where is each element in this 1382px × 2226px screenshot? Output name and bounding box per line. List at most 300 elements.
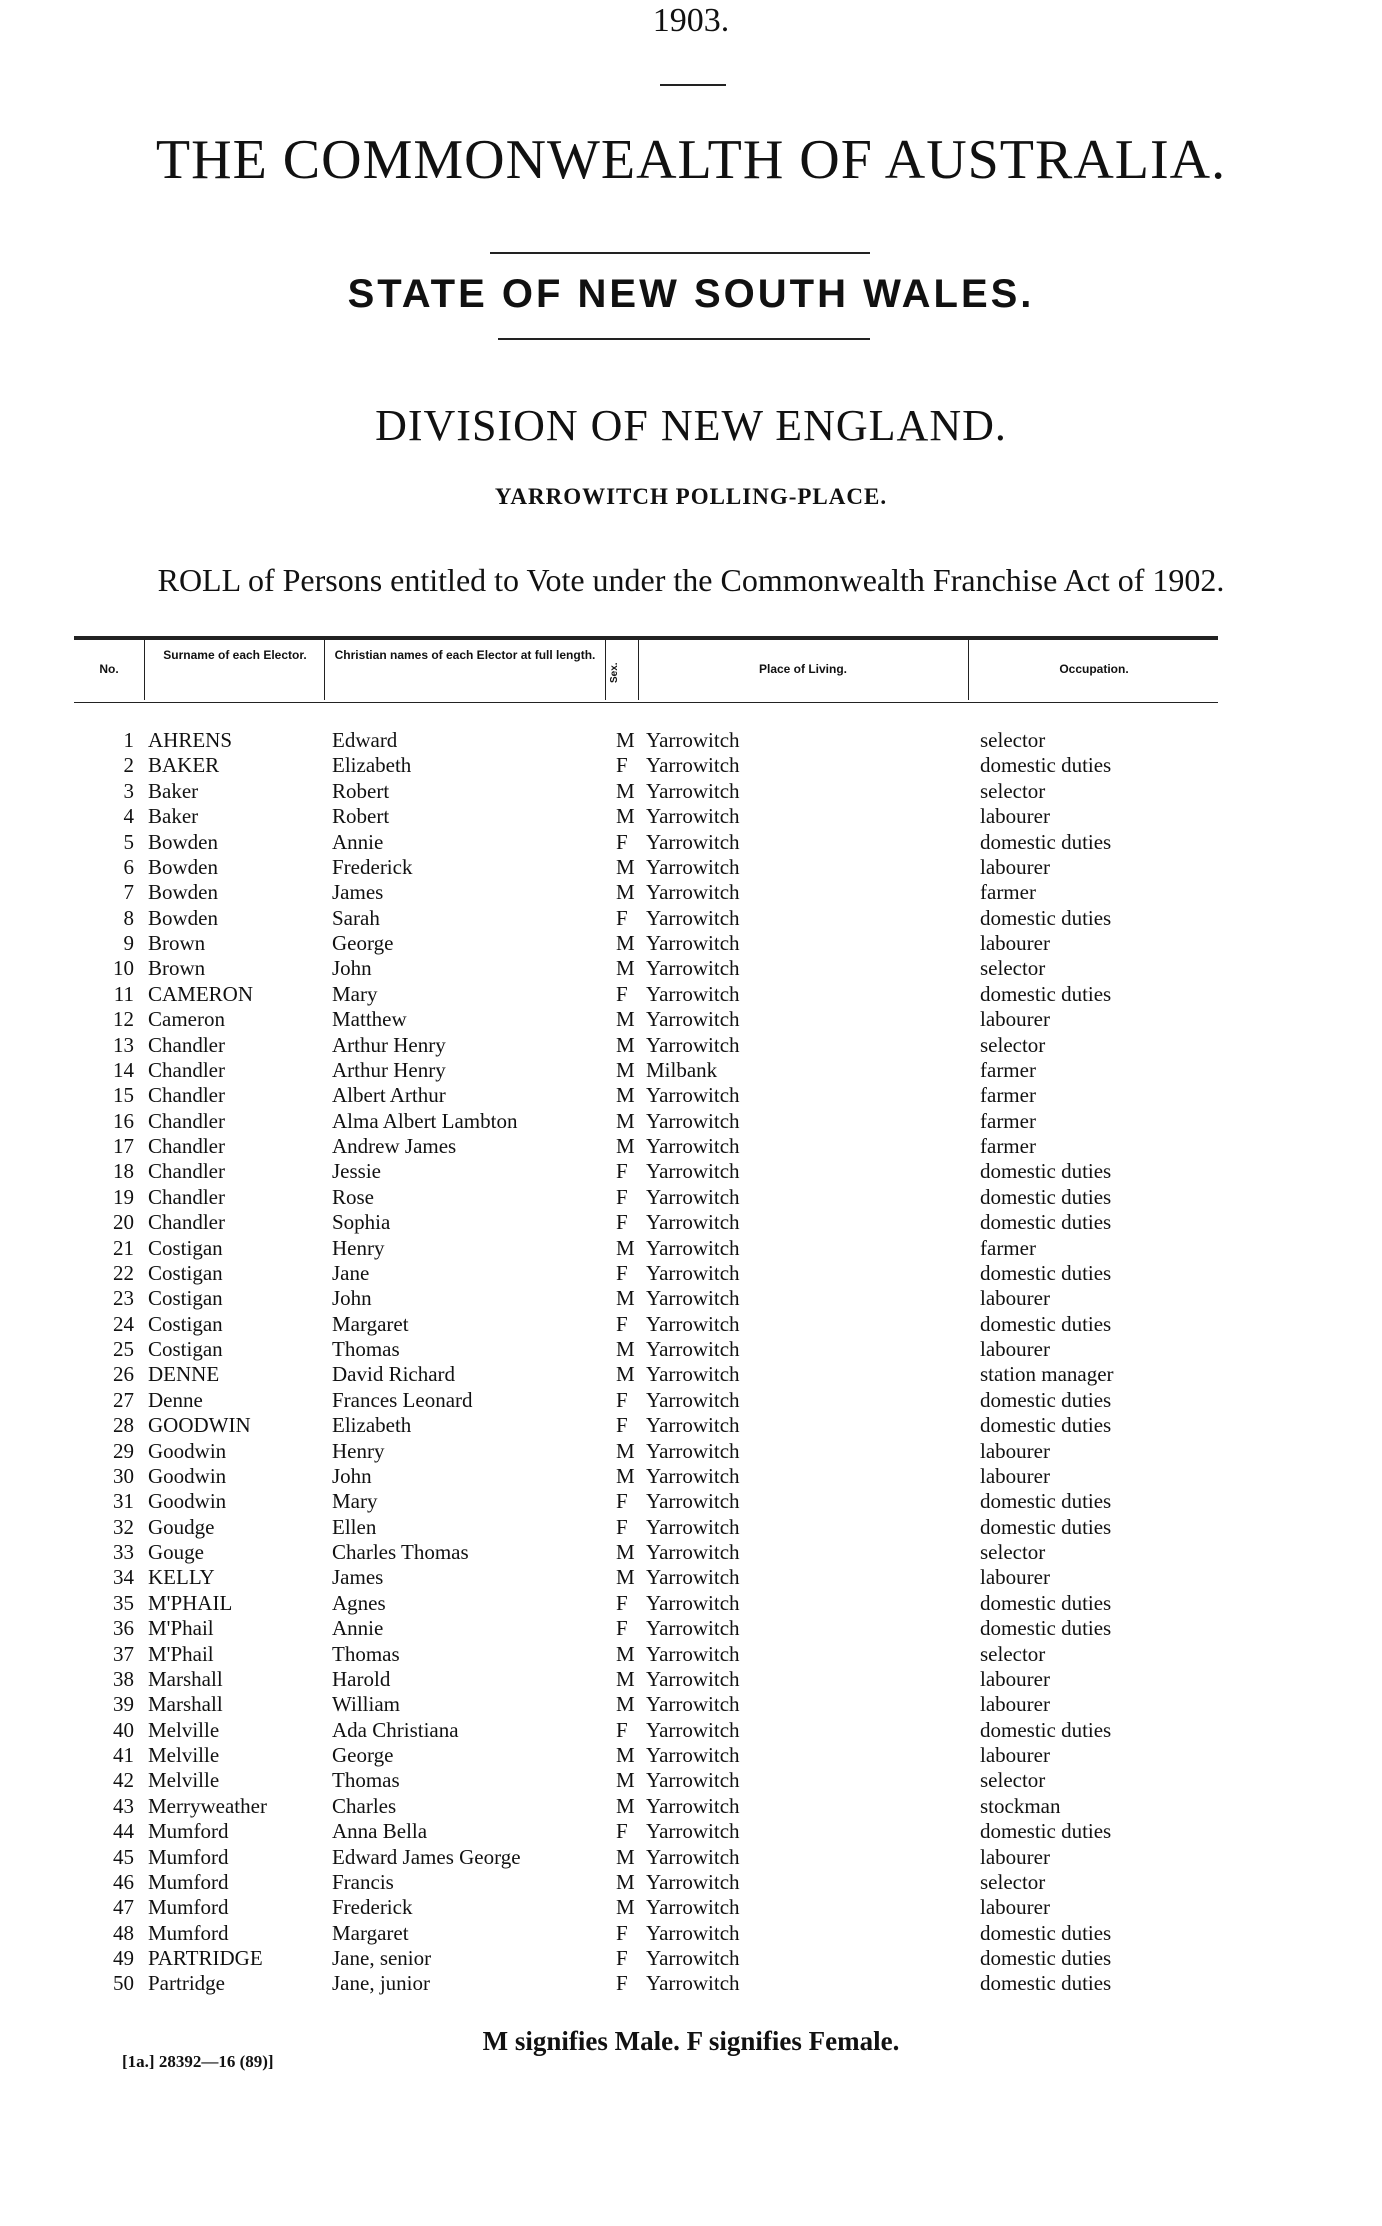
elector-occupation: selector xyxy=(980,956,1046,981)
elector-occupation: domestic duties xyxy=(980,1717,1112,1742)
elector-occupation: domestic duties xyxy=(980,1184,1112,1209)
elector-sex: F xyxy=(616,1311,628,1336)
column-divider xyxy=(324,640,325,700)
column-divider xyxy=(638,640,639,700)
elector-occupation: domestic duties xyxy=(980,1590,1112,1615)
elector-christian-names: Margaret xyxy=(332,1311,409,1336)
elector-place: Yarrowitch xyxy=(646,728,740,752)
elector-number: 15 xyxy=(113,1083,134,1108)
elector-christian-names: Elizabeth xyxy=(332,1413,412,1438)
elector-sex: M xyxy=(616,1235,635,1260)
elector-surname: Mumford xyxy=(148,1869,229,1894)
elector-christian-names: Sophia xyxy=(332,1210,391,1235)
elector-occupation: station manager xyxy=(980,1362,1114,1387)
elector-occupation: domestic duties xyxy=(980,1159,1112,1184)
elector-surname: Bowden xyxy=(148,905,218,930)
elector-surname: M'Phail xyxy=(148,1641,214,1666)
elector-number: 33 xyxy=(113,1540,134,1564)
elector-number: 26 xyxy=(113,1362,134,1387)
elector-surname: Chandler xyxy=(148,1159,225,1184)
table-row xyxy=(0,1439,1382,1464)
state-heading: STATE OF NEW SOUTH WALES. xyxy=(347,272,1035,316)
elector-occupation: labourer xyxy=(980,1844,1050,1869)
elector-christian-names: Elizabeth xyxy=(332,753,412,778)
elector-christian-names: Matthew xyxy=(332,1007,407,1032)
elector-occupation: domestic duties xyxy=(980,753,1112,778)
elector-sex: M xyxy=(616,1666,635,1691)
table-row xyxy=(0,1185,1382,1210)
elector-surname: Mumford xyxy=(148,1895,229,1920)
elector-christian-names: Henry xyxy=(332,1438,385,1463)
elector-surname: Bowden xyxy=(148,880,218,905)
division-heading: DIVISION OF NEW ENGLAND. xyxy=(375,401,1007,450)
elector-christian-names: Sarah xyxy=(332,905,380,930)
elector-occupation: domestic duties xyxy=(980,1971,1112,1996)
elector-surname: Brown xyxy=(148,956,206,981)
elector-number: 28 xyxy=(113,1413,134,1438)
elector-occupation: labourer xyxy=(980,1286,1050,1311)
elector-number: 11 xyxy=(113,981,134,1006)
elector-place: Yarrowitch xyxy=(646,1768,740,1793)
elector-sex: F xyxy=(616,753,628,778)
elector-occupation: domestic duties xyxy=(980,1387,1112,1412)
elector-sex: M xyxy=(616,1844,635,1869)
elector-occupation: selector xyxy=(980,778,1046,803)
elector-christian-names: William xyxy=(332,1692,400,1717)
elector-place: Milbank xyxy=(646,1057,718,1082)
column-divider xyxy=(968,640,969,700)
table-row xyxy=(0,1083,1382,1108)
elector-christian-names: Francis xyxy=(332,1869,394,1894)
elector-surname: Baker xyxy=(148,804,199,829)
elector-christian-names: John xyxy=(332,1463,372,1488)
elector-place: Yarrowitch xyxy=(646,1844,740,1869)
elector-sex: M xyxy=(616,1463,635,1488)
elector-number: 1 xyxy=(123,728,134,752)
elector-christian-names: Jessie xyxy=(332,1159,381,1184)
elector-christian-names: Margaret xyxy=(332,1920,409,1945)
elector-number: 25 xyxy=(113,1337,134,1361)
elector-place: Yarrowitch xyxy=(646,931,740,955)
elector-place: Yarrowitch xyxy=(646,1210,740,1235)
table-row xyxy=(0,753,1382,778)
elector-place: Yarrowitch xyxy=(646,1337,740,1361)
elector-place: Yarrowitch xyxy=(646,1007,740,1032)
elector-place: Yarrowitch xyxy=(646,804,740,829)
elector-christian-names: Albert Arthur xyxy=(332,1083,446,1108)
elector-sex: F xyxy=(616,1819,628,1844)
elector-surname: Chandler xyxy=(148,1210,225,1235)
elector-sex: M xyxy=(616,1286,635,1311)
table-row xyxy=(0,1033,1382,1058)
table-row xyxy=(0,1058,1382,1083)
elector-number: 8 xyxy=(123,905,134,930)
elector-surname: Merryweather xyxy=(148,1793,267,1818)
print-reference: [1a.] 28392—16 (89)] xyxy=(122,2052,274,2071)
column-header-no: No. xyxy=(99,662,119,676)
polling-place-heading: YARROWITCH POLLING-PLACE. xyxy=(494,484,888,509)
roll-title: ROLL of Persons entitled to Vote under the Commonwealth Franchise Act of 1902. xyxy=(157,562,1225,598)
table-row xyxy=(0,1159,1382,1184)
elector-christian-names: Arthur Henry xyxy=(332,1057,446,1082)
elector-place: Yarrowitch xyxy=(646,778,740,803)
elector-christian-names: Ada Christiana xyxy=(332,1717,459,1742)
elector-sex: M xyxy=(616,1743,635,1767)
elector-place: Yarrowitch xyxy=(646,1692,740,1717)
elector-number: 35 xyxy=(113,1590,134,1615)
elector-sex: M xyxy=(616,1083,635,1108)
elector-place: Yarrowitch xyxy=(646,1463,740,1488)
elector-surname: Chandler xyxy=(148,1108,225,1133)
elector-christian-names: Alma Albert Lambton xyxy=(332,1108,518,1133)
elector-place: Yarrowitch xyxy=(646,1311,740,1336)
elector-number: 10 xyxy=(113,956,134,981)
elector-number: 18 xyxy=(113,1159,134,1184)
table-row xyxy=(0,1971,1382,1996)
table-row xyxy=(0,1540,1382,1565)
elector-surname: Costigan xyxy=(148,1311,223,1336)
elector-occupation: selector xyxy=(980,1768,1046,1793)
table-row xyxy=(0,1845,1382,1870)
elector-surname: Chandler xyxy=(148,1083,225,1108)
table-row xyxy=(0,880,1382,905)
elector-occupation: farmer xyxy=(980,1235,1036,1260)
elector-occupation: domestic duties xyxy=(980,1819,1112,1844)
elector-occupation: farmer xyxy=(980,1057,1036,1082)
elector-surname: Goodwin xyxy=(148,1463,227,1488)
elector-sex: M xyxy=(616,778,635,803)
elector-sex: M xyxy=(616,728,635,752)
elector-surname: Brown xyxy=(148,931,206,955)
elector-occupation: farmer xyxy=(980,880,1036,905)
elector-sex: F xyxy=(616,905,628,930)
divider xyxy=(498,338,870,340)
elector-number: 17 xyxy=(113,1134,134,1158)
elector-place: Yarrowitch xyxy=(646,753,740,778)
elector-sex: M xyxy=(616,1438,635,1463)
elector-christian-names: Robert xyxy=(332,778,390,803)
table-row xyxy=(0,906,1382,931)
elector-sex: F xyxy=(616,1616,628,1641)
elector-sex: M xyxy=(616,854,635,879)
elector-surname: Bowden xyxy=(148,829,218,854)
elector-number: 20 xyxy=(113,1210,134,1235)
elector-surname: Mumford xyxy=(148,1844,229,1869)
table-header-rule xyxy=(74,702,1218,703)
elector-christian-names: Frederick xyxy=(332,854,413,879)
elector-place: Yarrowitch xyxy=(646,1489,740,1514)
elector-number: 32 xyxy=(113,1514,134,1539)
elector-surname: Costigan xyxy=(148,1260,223,1285)
elector-surname: Mumford xyxy=(148,1819,229,1844)
elector-sex: M xyxy=(616,804,635,829)
column-header-surname: Surname of each Elector. xyxy=(163,648,307,662)
table-row xyxy=(0,982,1382,1007)
elector-occupation: labourer xyxy=(980,1666,1050,1691)
column-header-christian: Christian names of each Elector at full length. xyxy=(334,648,596,662)
elector-surname: Denne xyxy=(148,1387,203,1412)
elector-christian-names: James xyxy=(332,1565,384,1590)
elector-sex: M xyxy=(616,1540,635,1564)
table-row xyxy=(0,1109,1382,1134)
elector-occupation: labourer xyxy=(980,1743,1050,1767)
elector-occupation: farmer xyxy=(980,1108,1036,1133)
elector-place: Yarrowitch xyxy=(646,1869,740,1894)
elector-number: 13 xyxy=(113,1032,134,1057)
elector-place: Yarrowitch xyxy=(646,1514,740,1539)
elector-place: Yarrowitch xyxy=(646,1666,740,1691)
elector-christian-names: Frances Leonard xyxy=(332,1387,473,1412)
table-row xyxy=(0,1236,1382,1261)
elector-occupation: labourer xyxy=(980,931,1050,955)
elector-occupation: domestic duties xyxy=(980,1413,1112,1438)
elector-number: 27 xyxy=(113,1387,134,1412)
table-row xyxy=(0,779,1382,804)
elector-sex: M xyxy=(616,931,635,955)
elector-place: Yarrowitch xyxy=(646,1743,740,1767)
elector-place: Yarrowitch xyxy=(646,1184,740,1209)
elector-surname: Goodwin xyxy=(148,1438,227,1463)
elector-occupation: labourer xyxy=(980,1337,1050,1361)
elector-christian-names: Jane, senior xyxy=(332,1946,432,1970)
elector-occupation: domestic duties xyxy=(980,1489,1112,1514)
table-row xyxy=(0,1464,1382,1489)
table-row xyxy=(0,1743,1382,1768)
elector-number: 21 xyxy=(113,1235,134,1260)
elector-occupation: domestic duties xyxy=(980,1920,1112,1945)
elector-sex: F xyxy=(616,1260,628,1285)
elector-place: Yarrowitch xyxy=(646,1083,740,1108)
elector-place: Yarrowitch xyxy=(646,1159,740,1184)
elector-occupation: labourer xyxy=(980,1463,1050,1488)
elector-christian-names: Andrew James xyxy=(332,1134,457,1158)
elector-christian-names: Jane xyxy=(332,1260,370,1285)
elector-surname: Costigan xyxy=(148,1337,223,1361)
elector-occupation: domestic duties xyxy=(980,1616,1112,1641)
elector-sex: M xyxy=(616,880,635,905)
table-row xyxy=(0,1210,1382,1235)
elector-occupation: domestic duties xyxy=(980,981,1112,1006)
elector-sex: F xyxy=(616,981,628,1006)
elector-number: 7 xyxy=(123,880,134,905)
elector-number: 19 xyxy=(113,1184,134,1209)
table-row xyxy=(0,1565,1382,1590)
elector-number: 47 xyxy=(113,1895,134,1920)
sex-legend: M signifies Male. F signifies Female. xyxy=(482,2026,900,2056)
elector-surname: CAMERON xyxy=(148,981,254,1006)
elector-christian-names: John xyxy=(332,956,372,981)
elector-surname: Chandler xyxy=(148,1184,225,1209)
elector-occupation: selector xyxy=(980,1032,1046,1057)
elector-christian-names: Harold xyxy=(332,1666,391,1691)
table-top-rule xyxy=(74,636,1218,640)
table-row xyxy=(0,1312,1382,1337)
elector-sex: F xyxy=(616,1514,628,1539)
column-header-sex: Sex. xyxy=(609,662,620,684)
elector-number: 39 xyxy=(113,1692,134,1717)
elector-christian-names: Thomas xyxy=(332,1337,400,1361)
elector-sex: M xyxy=(616,1032,635,1057)
elector-sex: M xyxy=(616,1108,635,1133)
elector-sex: M xyxy=(616,956,635,981)
elector-number: 2 xyxy=(123,753,134,778)
elector-number: 49 xyxy=(113,1946,134,1970)
elector-sex: M xyxy=(616,1895,635,1920)
table-row xyxy=(0,1007,1382,1032)
elector-christian-names: John xyxy=(332,1286,372,1311)
table-row xyxy=(0,728,1382,753)
table-row xyxy=(0,1261,1382,1286)
elector-christian-names: George xyxy=(332,1743,394,1767)
elector-place: Yarrowitch xyxy=(646,1920,740,1945)
elector-sex: F xyxy=(616,1717,628,1742)
elector-surname: KELLY xyxy=(148,1565,215,1590)
elector-number: 30 xyxy=(113,1463,134,1488)
elector-surname: M'Phail xyxy=(148,1616,214,1641)
elector-place: Yarrowitch xyxy=(646,1413,740,1438)
elector-occupation: domestic duties xyxy=(980,905,1112,930)
table-row xyxy=(0,1489,1382,1514)
elector-surname: Chandler xyxy=(148,1032,225,1057)
table-row xyxy=(0,1337,1382,1362)
elector-number: 48 xyxy=(113,1920,134,1945)
table-row xyxy=(0,931,1382,956)
elector-number: 44 xyxy=(113,1819,134,1844)
elector-christian-names: Annie xyxy=(332,829,384,854)
elector-christian-names: Anna Bella xyxy=(332,1819,428,1844)
elector-place: Yarrowitch xyxy=(646,981,740,1006)
elector-place: Yarrowitch xyxy=(646,1540,740,1564)
table-row xyxy=(0,1413,1382,1438)
column-divider xyxy=(605,640,606,700)
elector-place: Yarrowitch xyxy=(646,1793,740,1818)
elector-occupation: labourer xyxy=(980,804,1050,829)
elector-place: Yarrowitch xyxy=(646,1819,740,1844)
table-row xyxy=(0,1286,1382,1311)
table-row xyxy=(0,1718,1382,1743)
table-row xyxy=(0,1134,1382,1159)
elector-sex: M xyxy=(616,1134,635,1158)
elector-place: Yarrowitch xyxy=(646,1260,740,1285)
elector-place: Yarrowitch xyxy=(646,956,740,981)
elector-place: Yarrowitch xyxy=(646,1590,740,1615)
elector-place: Yarrowitch xyxy=(646,905,740,930)
table-row xyxy=(0,804,1382,829)
elector-surname: PARTRIDGE xyxy=(148,1946,263,1970)
elector-sex: M xyxy=(616,1362,635,1387)
elector-surname: Melville xyxy=(148,1717,220,1742)
elector-surname: DENNE xyxy=(148,1362,220,1387)
elector-sex: F xyxy=(616,1184,628,1209)
elector-christian-names: James xyxy=(332,880,384,905)
table-row xyxy=(0,1794,1382,1819)
elector-occupation: selector xyxy=(980,728,1046,752)
table-row xyxy=(0,1768,1382,1793)
elector-number: 14 xyxy=(113,1057,134,1082)
elector-occupation: labourer xyxy=(980,1895,1050,1920)
table-row xyxy=(0,956,1382,981)
elector-number: 43 xyxy=(113,1793,134,1818)
elector-number: 6 xyxy=(123,854,134,879)
elector-number: 34 xyxy=(113,1565,134,1590)
elector-surname: Goodwin xyxy=(148,1489,227,1514)
elector-occupation: domestic duties xyxy=(980,829,1112,854)
elector-place: Yarrowitch xyxy=(646,1235,740,1260)
column-header-occupation: Occupation. xyxy=(1059,662,1129,676)
elector-christian-names: Frederick xyxy=(332,1895,413,1920)
elector-occupation: selector xyxy=(980,1540,1046,1564)
elector-number: 3 xyxy=(123,778,134,803)
elector-christian-names: Edward xyxy=(332,728,398,752)
elector-christian-names: Charles Thomas xyxy=(332,1540,469,1564)
elector-place: Yarrowitch xyxy=(646,1286,740,1311)
elector-occupation: farmer xyxy=(980,1134,1036,1158)
table-row xyxy=(0,1667,1382,1692)
elector-sex: F xyxy=(616,1590,628,1615)
table-row xyxy=(0,1819,1382,1844)
divider xyxy=(490,252,870,254)
elector-occupation: stockman xyxy=(980,1793,1061,1818)
elector-occupation: farmer xyxy=(980,1083,1036,1108)
elector-christian-names: Thomas xyxy=(332,1641,400,1666)
elector-sex: F xyxy=(616,1971,628,1996)
elector-number: 40 xyxy=(113,1717,134,1742)
elector-number: 24 xyxy=(113,1311,134,1336)
elector-sex: M xyxy=(616,1007,635,1032)
elector-number: 22 xyxy=(113,1260,134,1285)
elector-christian-names: Mary xyxy=(332,981,378,1006)
elector-place: Yarrowitch xyxy=(646,1641,740,1666)
elector-christian-names: Jane, junior xyxy=(332,1971,430,1996)
elector-number: 29 xyxy=(113,1438,134,1463)
elector-number: 4 xyxy=(123,804,134,829)
elector-sex: M xyxy=(616,1692,635,1717)
elector-place: Yarrowitch xyxy=(646,829,740,854)
table-row xyxy=(0,1921,1382,1946)
column-divider xyxy=(144,640,145,700)
elector-surname: Baker xyxy=(148,778,199,803)
elector-sex: F xyxy=(616,1387,628,1412)
elector-sex: F xyxy=(616,1946,628,1970)
elector-number: 41 xyxy=(113,1743,134,1767)
elector-occupation: domestic duties xyxy=(980,1514,1112,1539)
elector-surname: Bowden xyxy=(148,854,218,879)
elector-christian-names: Charles xyxy=(332,1793,397,1818)
table-row xyxy=(0,1692,1382,1717)
elector-place: Yarrowitch xyxy=(646,1565,740,1590)
elector-christian-names: Robert xyxy=(332,804,390,829)
elector-sex: M xyxy=(616,1057,635,1082)
table-row xyxy=(0,1642,1382,1667)
elector-sex: F xyxy=(616,1413,628,1438)
elector-place: Yarrowitch xyxy=(646,854,740,879)
table-row xyxy=(0,1870,1382,1895)
table-row xyxy=(0,1591,1382,1616)
elector-place: Yarrowitch xyxy=(646,1108,740,1133)
elector-surname: Mumford xyxy=(148,1920,229,1945)
elector-occupation: labourer xyxy=(980,854,1050,879)
table-row xyxy=(0,855,1382,880)
elector-occupation: domestic duties xyxy=(980,1260,1112,1285)
elector-christian-names: Arthur Henry xyxy=(332,1032,446,1057)
elector-surname: Melville xyxy=(148,1743,220,1767)
elector-place: Yarrowitch xyxy=(646,1717,740,1742)
elector-surname: GOODWIN xyxy=(148,1413,251,1438)
elector-number: 23 xyxy=(113,1286,134,1311)
elector-number: 42 xyxy=(113,1768,134,1793)
elector-occupation: domestic duties xyxy=(980,1311,1112,1336)
elector-occupation: labourer xyxy=(980,1692,1050,1717)
